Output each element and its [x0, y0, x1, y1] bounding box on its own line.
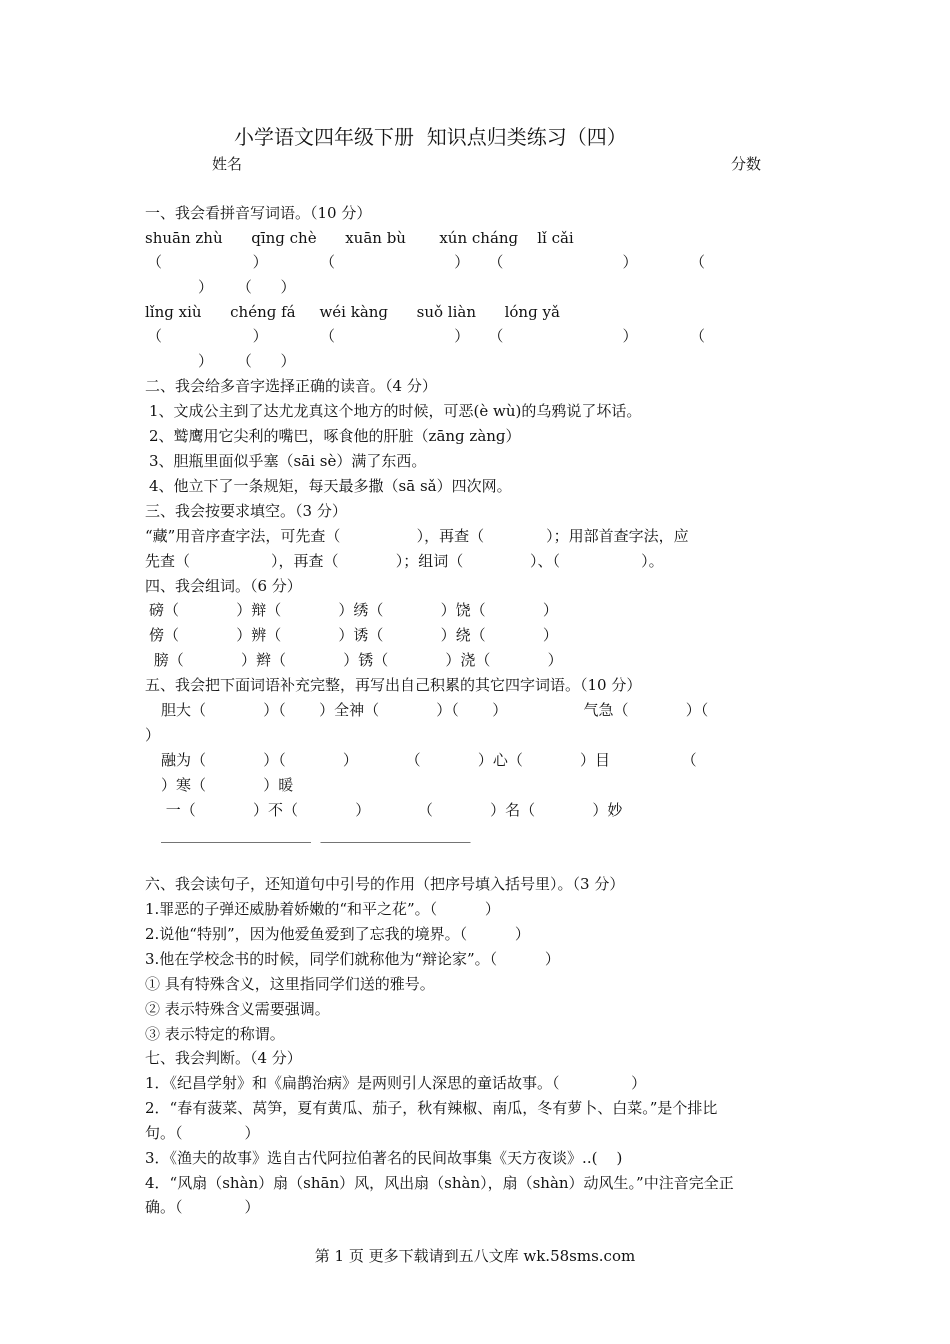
page-title: 小学语文四年级下册 知识点归类练习（四）: [234, 125, 627, 149]
section-4-heading: 四、我会组词。（6 分）: [145, 577, 302, 595]
idiom-row-3: 一（ ）不（ ） （ ）名（ ）妙: [161, 801, 623, 819]
answer-brackets-row-2: （ ） （ ） （ ） （: [147, 327, 705, 345]
question-2-2: 2、鹫鹰用它尖利的嘴巴，啄食他的肝脏（zānɡ zànɡ）: [149, 427, 521, 445]
section-7-heading: 七、我会判断。（4 分）: [145, 1049, 302, 1067]
section-5-heading: 五、我会把下面词语补充完整，再写出自己积累的其它四字词语。（10 分）: [145, 676, 642, 694]
question-2-4: 4、他立下了一条规矩，每天最多撒（sā sǎ）四次网。: [149, 477, 512, 495]
pinyin-row-1: shuān zhù qīnɡ chè xuān bù xún chánɡ lǐ cǎi: [145, 229, 574, 247]
word-group-row-3: 膀（ ）辫（ ）锈（ ）浇（ ）: [149, 651, 563, 669]
question-2-3: 3、胆瓶里面似乎塞（sāi sè）满了东西。: [149, 452, 427, 470]
word-group-row-2: 傍（ ）辨（ ）诱（ ）绕（ ）: [149, 626, 558, 644]
question-6-1: 1.罪恶的子弹还威胁着娇嫩的“和平之花”。（ ）: [145, 900, 500, 918]
answer-brackets-row-1-wrap: ） （ ）: [198, 278, 296, 296]
section-1-heading: 一、我会看拼音写词语。（10 分）: [145, 204, 372, 222]
question-7-3: 3．《渔夫的故事》选自古代阿拉伯著名的民间故事集《天方夜谈》..( ): [145, 1149, 623, 1167]
question-7-2-wrap: 句。（ ）: [145, 1124, 260, 1142]
answer-brackets-row-2-wrap: ） （ ）: [198, 352, 296, 370]
section-3-line-1: “藏”用音序查字法，可先查（ ），再查（ ）；用部首查字法，应: [145, 527, 689, 545]
idiom-row-2: 融为（ ）（ ） （ ）心（ ）目 （: [161, 751, 697, 769]
idiom-row-1: 胆大（ ）（ ）全神（ ）（ ） 气急（ ）（: [161, 701, 709, 719]
word-group-row-1: 磅（ ）辩（ ）绣（ ）饶（ ）: [149, 601, 558, 619]
option-6-1: ① 具有特殊含义，这里指同学们送的雅号。: [145, 975, 435, 993]
option-6-2: ② 表示特殊含义需要强调。: [145, 1000, 330, 1018]
answer-brackets-row-1: （ ） （ ） （ ） （: [147, 253, 705, 271]
section-3-line-2: 先查（ ），再查（ ）；组词（ ）、（ ）。: [145, 552, 664, 570]
question-6-2: 2.说他“特别”，因为他爱鱼爱到了忘我的境界。（ ）: [145, 925, 530, 943]
idiom-row-1-wrap: ）: [145, 726, 161, 744]
idiom-row-2-wrap: ）寒（ ）暖: [161, 776, 294, 794]
pinyin-row-2: lǐnɡ xiù chénɡ fá wéi kànɡ suǒ liàn lónɡ yǎ: [145, 303, 560, 321]
section-6-heading: 六、我会读句子，还知道句中引号的作用（把序号填入括号里）。（3 分）: [145, 875, 625, 893]
question-7-1: 1．《纪昌学射》和《扁鹊治病》是两则引人深思的童话故事。（ ）: [145, 1074, 647, 1092]
question-7-4-wrap: 确。（ ）: [145, 1198, 260, 1216]
score-label: 分数: [731, 155, 762, 173]
question-7-2: 2．“春有菠菜、莴笋，夏有黄瓜、茄子，秋有辣椒、南瓜，冬有萝卜、白菜。”是个排比: [145, 1099, 718, 1117]
question-2-1: 1、文成公主到了达尤龙真这个地方的时候，可恶(è wù)的乌鸦说了坏话。: [149, 402, 642, 420]
idiom-write-lines: ____________________ ____________________: [161, 825, 471, 843]
section-2-heading: 二、我会给多音字选择正确的读音。（4 分）: [145, 377, 437, 395]
question-7-4: 4．“风扇（shàn）扇（shān）风，风出扇（shàn），扇（shàn）动风生。”中注音完全正: [145, 1174, 734, 1192]
option-6-3: ③ 表示特定的称谓。: [145, 1025, 285, 1043]
page-footer: 第 1 页 更多下载请到五八文库 wk.58sms.com: [314, 1247, 636, 1265]
section-3-heading: 三、我会按要求填空。（3 分）: [145, 502, 347, 520]
name-label: 姓名: [212, 155, 243, 173]
question-6-3: 3.他在学校念书的时候，同学们就称他为“辩论家”。（ ）: [145, 950, 560, 968]
